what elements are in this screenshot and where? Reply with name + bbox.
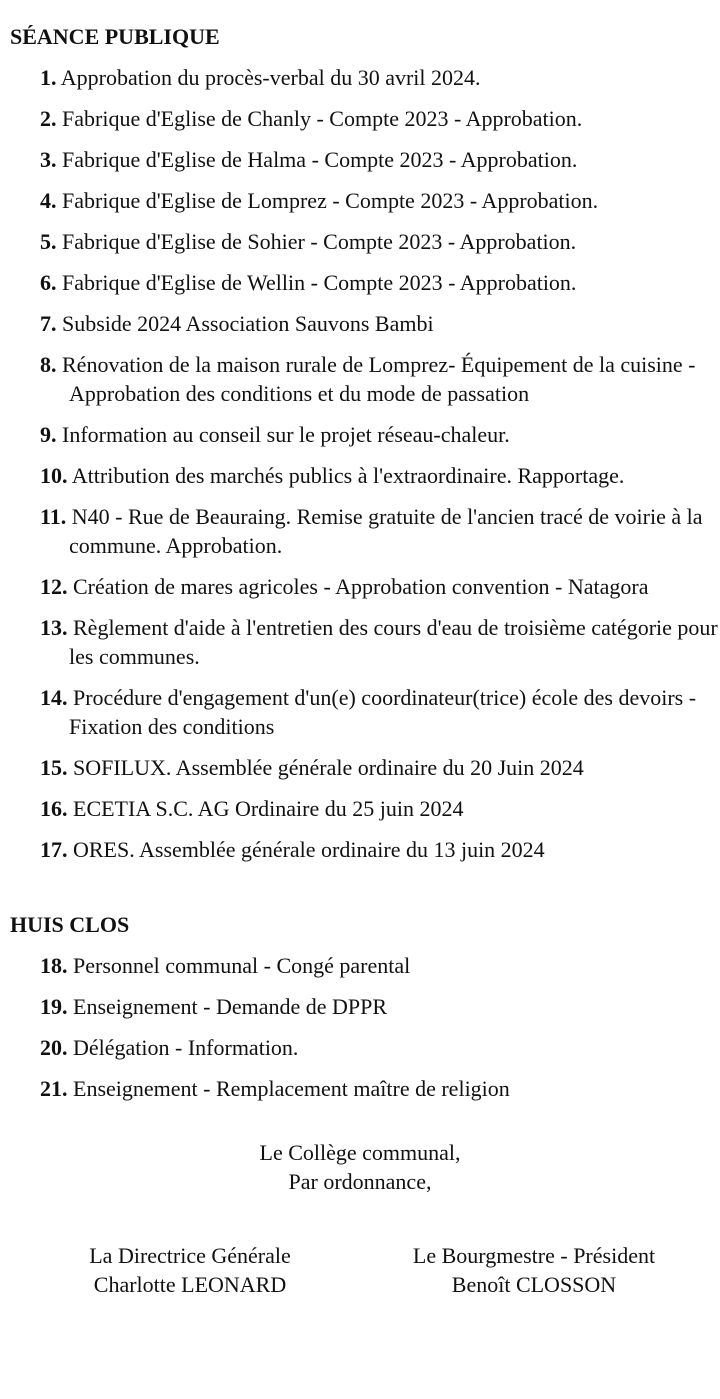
agenda-item-text: Subside 2024 Association Sauvons Bambi	[62, 311, 434, 336]
agenda-item	[40, 1074, 720, 1103]
agenda-item	[40, 63, 720, 92]
agenda-list-huis-clos	[0, 951, 720, 1103]
agenda-item-text: Création de mares agricoles - Approbation convention - Natagora	[73, 574, 649, 599]
agenda-item	[40, 1033, 720, 1062]
agenda-item	[40, 835, 720, 864]
agenda-item-text: Fabrique d'Eglise de Chanly - Compte 2023 - Approbation.	[62, 106, 583, 131]
agenda-item-text: Fabrique d'Eglise de Wellin - Compte 2023 - Approbation.	[62, 270, 577, 295]
agenda-item	[40, 420, 720, 449]
agenda-item-text: Rénovation de la maison rurale de Lomprez- Équipement de la cuisine - Approbation des conditions et du mode de passation	[62, 352, 696, 406]
agenda-item-text: Délégation - Information.	[73, 1035, 299, 1060]
agenda-item	[40, 145, 720, 174]
signature-left	[70, 1241, 310, 1299]
agenda-item-text: Personnel communal - Congé parental	[73, 953, 411, 978]
agenda-item-text: Procédure d'engagement d'un(e) coordinateur(trice) école des devoirs - Fixation des conditions	[69, 685, 697, 739]
agenda-list-public	[0, 63, 720, 864]
agenda-item	[40, 502, 720, 560]
agenda-item	[40, 186, 720, 215]
agenda-item-number: 10.	[40, 463, 68, 488]
agenda-item-number: 17.	[40, 837, 68, 862]
agenda-item-number: 4.	[40, 188, 57, 213]
signature-left-role: La Directrice Générale	[89, 1243, 291, 1268]
agenda-item-text: Fabrique d'Eglise de Lomprez - Compte 2023 - Approbation.	[62, 188, 599, 213]
agenda-item-text: Règlement d'aide à l'entretien des cours d'eau de troisième catégorie pour les communes.	[69, 615, 718, 669]
agenda-item	[40, 104, 720, 133]
agenda-item-number: 16.	[40, 796, 68, 821]
agenda-item	[40, 683, 720, 741]
agenda-item-number: 20.	[40, 1035, 68, 1060]
agenda-item-text: ECETIA S.C. AG Ordinaire du 25 juin 2024	[73, 796, 464, 821]
agenda-item-text: ORES. Assemblée générale ordinaire du 13 juin 2024	[73, 837, 545, 862]
agenda-item	[40, 268, 720, 297]
agenda-item-number: 19.	[40, 994, 68, 1019]
agenda-item-number: 6.	[40, 270, 57, 295]
agenda-item-number: 21.	[40, 1076, 68, 1101]
agenda-item	[40, 753, 720, 782]
agenda-item-text: Fabrique d'Eglise de Halma - Compte 2023 - Approbation.	[62, 147, 578, 172]
agenda-item	[40, 227, 720, 256]
college-communal-line: Le Collège communal,	[259, 1140, 461, 1165]
agenda-item	[40, 951, 720, 980]
agenda-item-number: 5.	[40, 229, 57, 254]
section-title-seance-publique: SÉANCE PUBLIQUE	[10, 24, 220, 49]
huis-clos-section	[0, 910, 720, 1103]
section-title-huis-clos: HUIS CLOS	[10, 912, 130, 937]
closing-block	[0, 1138, 720, 1196]
agenda-item-number: 12.	[40, 574, 68, 599]
agenda-item-text: Attribution des marchés publics à l'extraordinaire. Rapportage.	[71, 463, 625, 488]
agenda-item-number: 9.	[40, 422, 57, 447]
agenda-item-text: N40 - Rue de Beauraing. Remise gratuite de l'ancien tracé de voirie à la commune. Approbation.	[69, 504, 703, 558]
signature-right	[390, 1241, 678, 1299]
signature-right-name: Benoît CLOSSON	[451, 1272, 617, 1297]
agenda-item-text: Information au conseil sur le projet réseau-chaleur.	[62, 422, 510, 447]
agenda-item	[40, 309, 720, 338]
par-ordonnance-line: Par ordonnance,	[288, 1169, 432, 1194]
agenda-item	[40, 992, 720, 1021]
agenda-item-text: SOFILUX. Assemblée générale ordinaire du 20 Juin 2024	[73, 755, 584, 780]
agenda-item	[40, 350, 720, 408]
agenda-item-number: 3.	[40, 147, 57, 172]
agenda-item-text: Approbation du procès-verbal du 30 avril 2024.	[60, 65, 481, 90]
agenda-item-number: 7.	[40, 311, 57, 336]
agenda-item	[40, 794, 720, 823]
agenda-item-number: 11.	[40, 504, 67, 529]
agenda-item-text: Enseignement - Remplacement maître de religion	[73, 1076, 510, 1101]
agenda-item-number: 13.	[40, 615, 68, 640]
signature-right-role: Le Bourgmestre - Président	[412, 1243, 656, 1268]
agenda-item-number: 1.	[40, 65, 57, 90]
agenda-item	[40, 572, 720, 601]
agenda-item-number: 8.	[40, 352, 57, 377]
signature-left-name: Charlotte LEONARD	[93, 1272, 287, 1297]
agenda-item	[40, 461, 720, 490]
agenda-item-number: 18.	[40, 953, 68, 978]
seance-publique-section	[0, 22, 720, 864]
agenda-item-number: 14.	[40, 685, 68, 710]
agenda-item-number: 2.	[40, 106, 57, 131]
agenda-item-number: 15.	[40, 755, 68, 780]
agenda-item	[40, 613, 720, 671]
agenda-item-text: Fabrique d'Eglise de Sohier - Compte 2023 - Approbation.	[62, 229, 577, 254]
agenda-item-text: Enseignement - Demande de DPPR	[73, 994, 388, 1019]
